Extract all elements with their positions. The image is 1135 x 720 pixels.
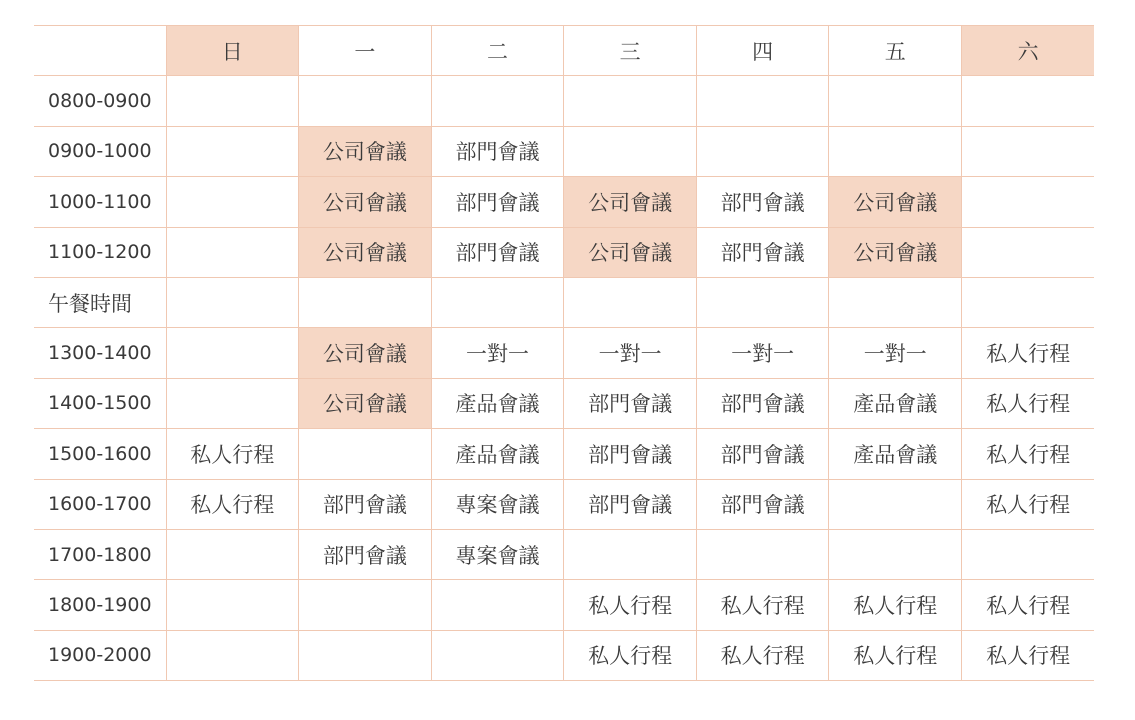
time-slot-label: 1900-2000	[34, 630, 166, 680]
event-cell: 私人行程	[962, 328, 1095, 378]
empty-cell	[564, 529, 697, 579]
time-slot-label: 1600-1700	[34, 479, 166, 529]
event-cell: 私人行程	[696, 580, 829, 630]
event-cell: 公司會議	[299, 227, 432, 277]
event-cell: 專案會議	[431, 479, 564, 529]
day-header: 二	[431, 26, 564, 76]
day-header: 五	[829, 26, 962, 76]
schedule-row	[34, 378, 1094, 428]
event-cell: 部門會議	[299, 529, 432, 579]
event-cell: 產品會議	[829, 378, 962, 428]
header-row	[34, 26, 1094, 76]
empty-cell	[166, 630, 299, 680]
event-cell: 私人行程	[564, 580, 697, 630]
event-cell: 部門會議	[696, 378, 829, 428]
event-cell: 產品會議	[431, 429, 564, 479]
empty-cell	[431, 277, 564, 327]
empty-cell	[696, 529, 829, 579]
empty-cell	[166, 580, 299, 630]
event-cell: 公司會議	[829, 227, 962, 277]
event-cell: 一對一	[696, 328, 829, 378]
day-header: 一	[299, 26, 432, 76]
empty-cell	[962, 227, 1095, 277]
day-header: 三	[564, 26, 697, 76]
event-cell: 私人行程	[962, 378, 1095, 428]
schedule-header	[34, 26, 1094, 76]
event-cell: 私人行程	[166, 479, 299, 529]
empty-cell	[962, 126, 1095, 176]
event-cell: 私人行程	[166, 429, 299, 479]
empty-cell	[962, 76, 1095, 126]
empty-cell	[962, 277, 1095, 327]
time-slot-label: 0800-0900	[34, 76, 166, 126]
empty-cell	[696, 76, 829, 126]
schedule-row	[34, 479, 1094, 529]
schedule-row	[34, 227, 1094, 277]
empty-cell	[829, 479, 962, 529]
event-cell: 私人行程	[962, 630, 1095, 680]
schedule-row	[34, 630, 1094, 680]
empty-cell	[299, 429, 432, 479]
empty-cell	[166, 177, 299, 227]
empty-cell	[299, 277, 432, 327]
time-slot-label: 1800-1900	[34, 580, 166, 630]
empty-cell	[962, 177, 1095, 227]
empty-cell	[829, 126, 962, 176]
schedule-row	[34, 126, 1094, 176]
empty-cell	[299, 630, 432, 680]
event-cell: 一對一	[829, 328, 962, 378]
schedule-row	[34, 76, 1094, 126]
lunch-time-label: 午餐時間	[34, 277, 166, 327]
weekly-schedule-table	[34, 25, 1094, 681]
header-corner-cell	[34, 26, 166, 76]
event-cell: 公司會議	[829, 177, 962, 227]
schedule-body	[34, 76, 1094, 681]
empty-cell	[564, 277, 697, 327]
event-cell: 公司會議	[299, 177, 432, 227]
event-cell: 私人行程	[564, 630, 697, 680]
empty-cell	[962, 529, 1095, 579]
schedule-row	[34, 429, 1094, 479]
empty-cell	[564, 126, 697, 176]
empty-cell	[431, 76, 564, 126]
event-cell: 部門會議	[696, 429, 829, 479]
empty-cell	[299, 76, 432, 126]
event-cell: 部門會議	[431, 177, 564, 227]
event-cell: 部門會議	[696, 177, 829, 227]
empty-cell	[431, 630, 564, 680]
time-slot-label: 1100-1200	[34, 227, 166, 277]
event-cell: 公司會議	[299, 378, 432, 428]
time-slot-label: 1700-1800	[34, 529, 166, 579]
event-cell: 產品會議	[431, 378, 564, 428]
event-cell: 私人行程	[962, 429, 1095, 479]
event-cell: 部門會議	[431, 126, 564, 176]
empty-cell	[696, 126, 829, 176]
event-cell: 部門會議	[431, 227, 564, 277]
schedule-row	[34, 328, 1094, 378]
event-cell: 一對一	[564, 328, 697, 378]
event-cell: 私人行程	[829, 580, 962, 630]
time-slot-label: 1400-1500	[34, 378, 166, 428]
event-cell: 公司會議	[564, 227, 697, 277]
event-cell: 部門會議	[564, 479, 697, 529]
empty-cell	[166, 126, 299, 176]
event-cell: 部門會議	[564, 378, 697, 428]
event-cell: 部門會議	[299, 479, 432, 529]
empty-cell	[166, 529, 299, 579]
empty-cell	[166, 378, 299, 428]
schedule-row	[34, 277, 1094, 327]
time-slot-label: 0900-1000	[34, 126, 166, 176]
empty-cell	[431, 580, 564, 630]
event-cell: 私人行程	[962, 479, 1095, 529]
empty-cell	[696, 277, 829, 327]
event-cell: 私人行程	[696, 630, 829, 680]
event-cell: 公司會議	[564, 177, 697, 227]
empty-cell	[299, 580, 432, 630]
event-cell: 私人行程	[962, 580, 1095, 630]
event-cell: 部門會議	[696, 479, 829, 529]
day-header: 日	[166, 26, 299, 76]
event-cell: 公司會議	[299, 328, 432, 378]
event-cell: 私人行程	[829, 630, 962, 680]
time-slot-label: 1500-1600	[34, 429, 166, 479]
time-slot-label: 1300-1400	[34, 328, 166, 378]
empty-cell	[829, 529, 962, 579]
empty-cell	[829, 76, 962, 126]
empty-cell	[829, 277, 962, 327]
event-cell: 公司會議	[299, 126, 432, 176]
event-cell: 部門會議	[696, 227, 829, 277]
schedule-row	[34, 529, 1094, 579]
event-cell: 專案會議	[431, 529, 564, 579]
schedule-row	[34, 580, 1094, 630]
event-cell: 產品會議	[829, 429, 962, 479]
empty-cell	[166, 328, 299, 378]
empty-cell	[166, 76, 299, 126]
empty-cell	[564, 76, 697, 126]
empty-cell	[166, 277, 299, 327]
empty-cell	[166, 227, 299, 277]
day-header: 四	[696, 26, 829, 76]
event-cell: 部門會議	[564, 429, 697, 479]
day-header: 六	[962, 26, 1095, 76]
schedule-row	[34, 177, 1094, 227]
event-cell: 一對一	[431, 328, 564, 378]
time-slot-label: 1000-1100	[34, 177, 166, 227]
